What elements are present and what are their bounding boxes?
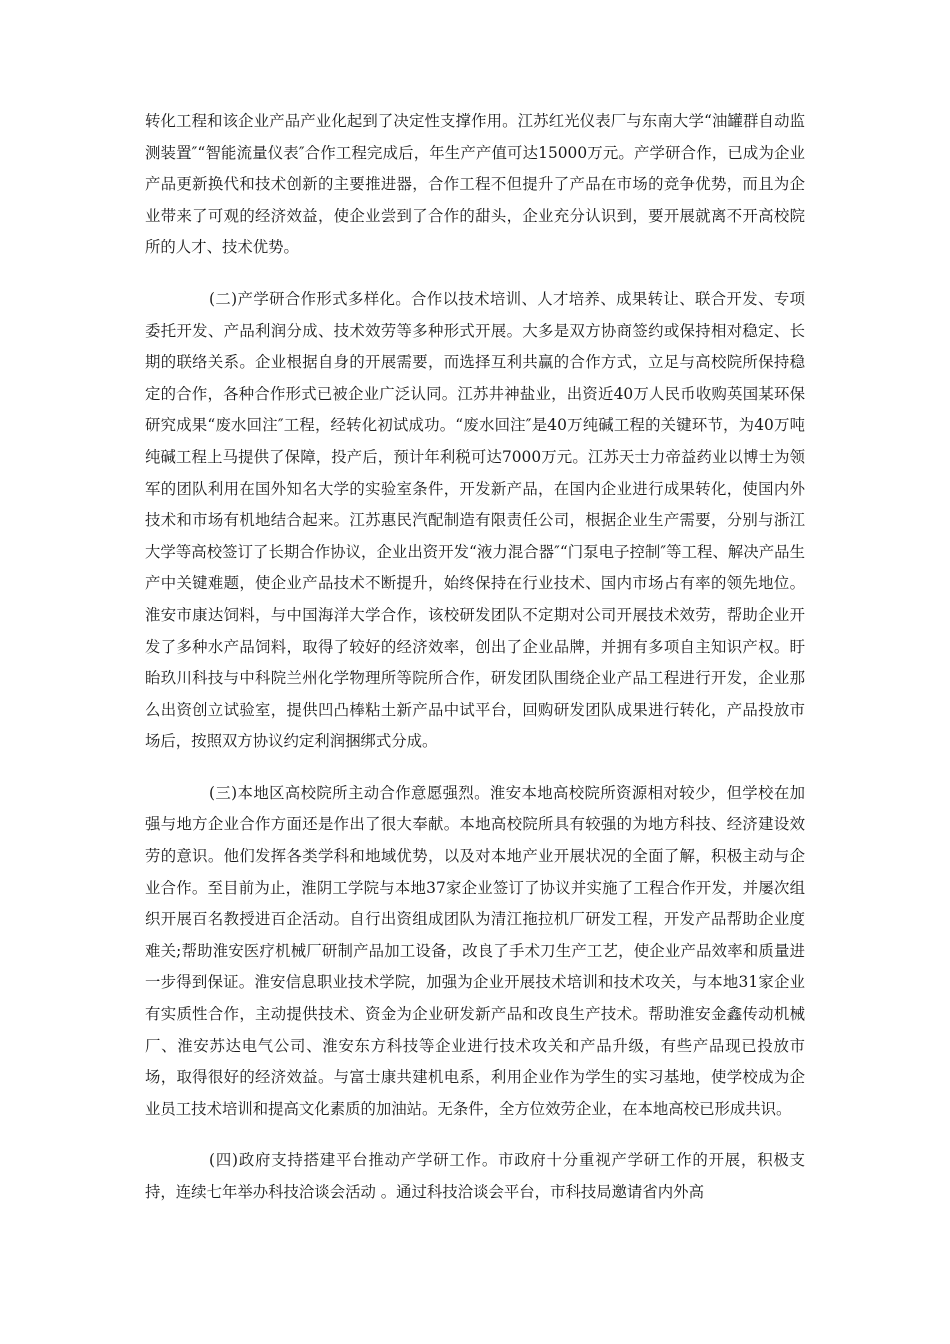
paragraph-continuation: 转化工程和该企业产品产业化起到了决定性支撑作用。江苏红光仪表厂与东南大学“油罐群自动监测装置″“智能流量仪表″合作工程完成后，年生产产值可达15000万元。产学研合作，已成为企业产品更新换代和技术创新的主要推进器，合作工程不但提升了产品在市场的竞争优势，而且为企业带来了可观的经济效益，使企业尝到了合作的甜头，企业充分认识到，要开展就离不开高校院所的人才、技术优势。 <box>145 112 805 257</box>
paragraph-section-4: (四)政府支持搭建平台推动产学研工作。市政府十分重视产学研工作的开展，积极支持，连续七年举办科技洽谈会活动 。通过科技洽谈会平台，市科技局邀请省内外高 <box>145 1151 805 1201</box>
document-body <box>145 106 805 1229</box>
paragraph-section-3: (三)本地区高校院所主动合作意愿强烈。淮安本地高校院所资源相对较少，但学校在加强与地方企业合作方面还是作出了很大奉献。本地高校院所具有较强的为地方科技、经济建设效劳的意识。他们发挥各类学科和地域优势，以及对本地产业开展状况的全面了解，积极主动与企业合作。至目前为止，淮阴工学院与本地37家企业签订了协议并实施了工程合作开发，并屡次组织开展百名教授进百企活动。自行出资组成团队为清江拖拉机厂研发工程，开发产品帮助企业度难关;帮助淮安医疗机械厂研制产品加工设备，改良了手术刀生产工艺，使企业产品效率和质量进一步得到保证。淮安信息职业技术学院，加强为企业开展技术培训和技术攻关，与本地31家企业有实质性合作，主动提供技术、资金为企业研发新产品和改良生产技术。帮助淮安金鑫传动机械厂、淮安苏达电气公司、淮安东方科技等企业进行技术攻关和产品升级，有些产品现已投放市场，取得很好的经济效益。与富士康共建机电系，利用企业作为学生的实习基地，使学校成为企业员工技术培训和提高文化素质的加油站。无条件，全方位效劳企业，在本地高校已形成共识。 <box>145 783 805 1118</box>
paragraph-section-2: (二)产学研合作形式多样化。合作以技术培训、人才培养、成果转让、联合开发、专项委托开发、产品利润分成、技术效劳等多种形式开展。大多是双方协商签约或保持相对稳定、长期的联络关系。企业根据自身的开展需要，而选择互利共赢的合作方式，立足与高校院所保持稳定的合作，各种合作形式已被企业广泛认同。江苏井神盐业，出资近40万人民币收购英国某环保研究成果“废水回注″工程，经转化初试成功。“废水回注″是40万纯碱工程的关键环节，为40万吨纯碱工程上马提供了保障，投产后，预计年利税可达7000万元。江苏天士力帝益药业以博士为领军的团队利用在国外知名大学的实验室条件，开发新产品，在国内企业进行成果转化，使国内外技术和市场有机地结合起来。江苏惠民汽配制造有限责任公司，根据企业生产需要，分别与浙江大学等高校签订了长期合作协议，企业出资开发“液力混合器″“门泵电子控制″等工程、解决产品生产中关键难题，使企业产品技术不断提升，始终保持在行业技术、国内市场占有率的领先地位。淮安市康达饲料，与中国海洋大学合作，该校研发团队不定期对公司开展技术效劳，帮助企业开发了多种水产品饲料，取得了较好的经济效率，创出了企业品牌，并拥有多项自主知识产权。盱眙玖川科技与中科院兰州化学物理所等院所合作，研发团队围绕企业产品工程进行开发，企业那么出资创立试验室，提供凹凸棒粘土新产品中试平台，回购研发团队成果进行转化，产品投放市场后，按照双方协议约定利润捆绑式分成。 <box>145 289 805 751</box>
